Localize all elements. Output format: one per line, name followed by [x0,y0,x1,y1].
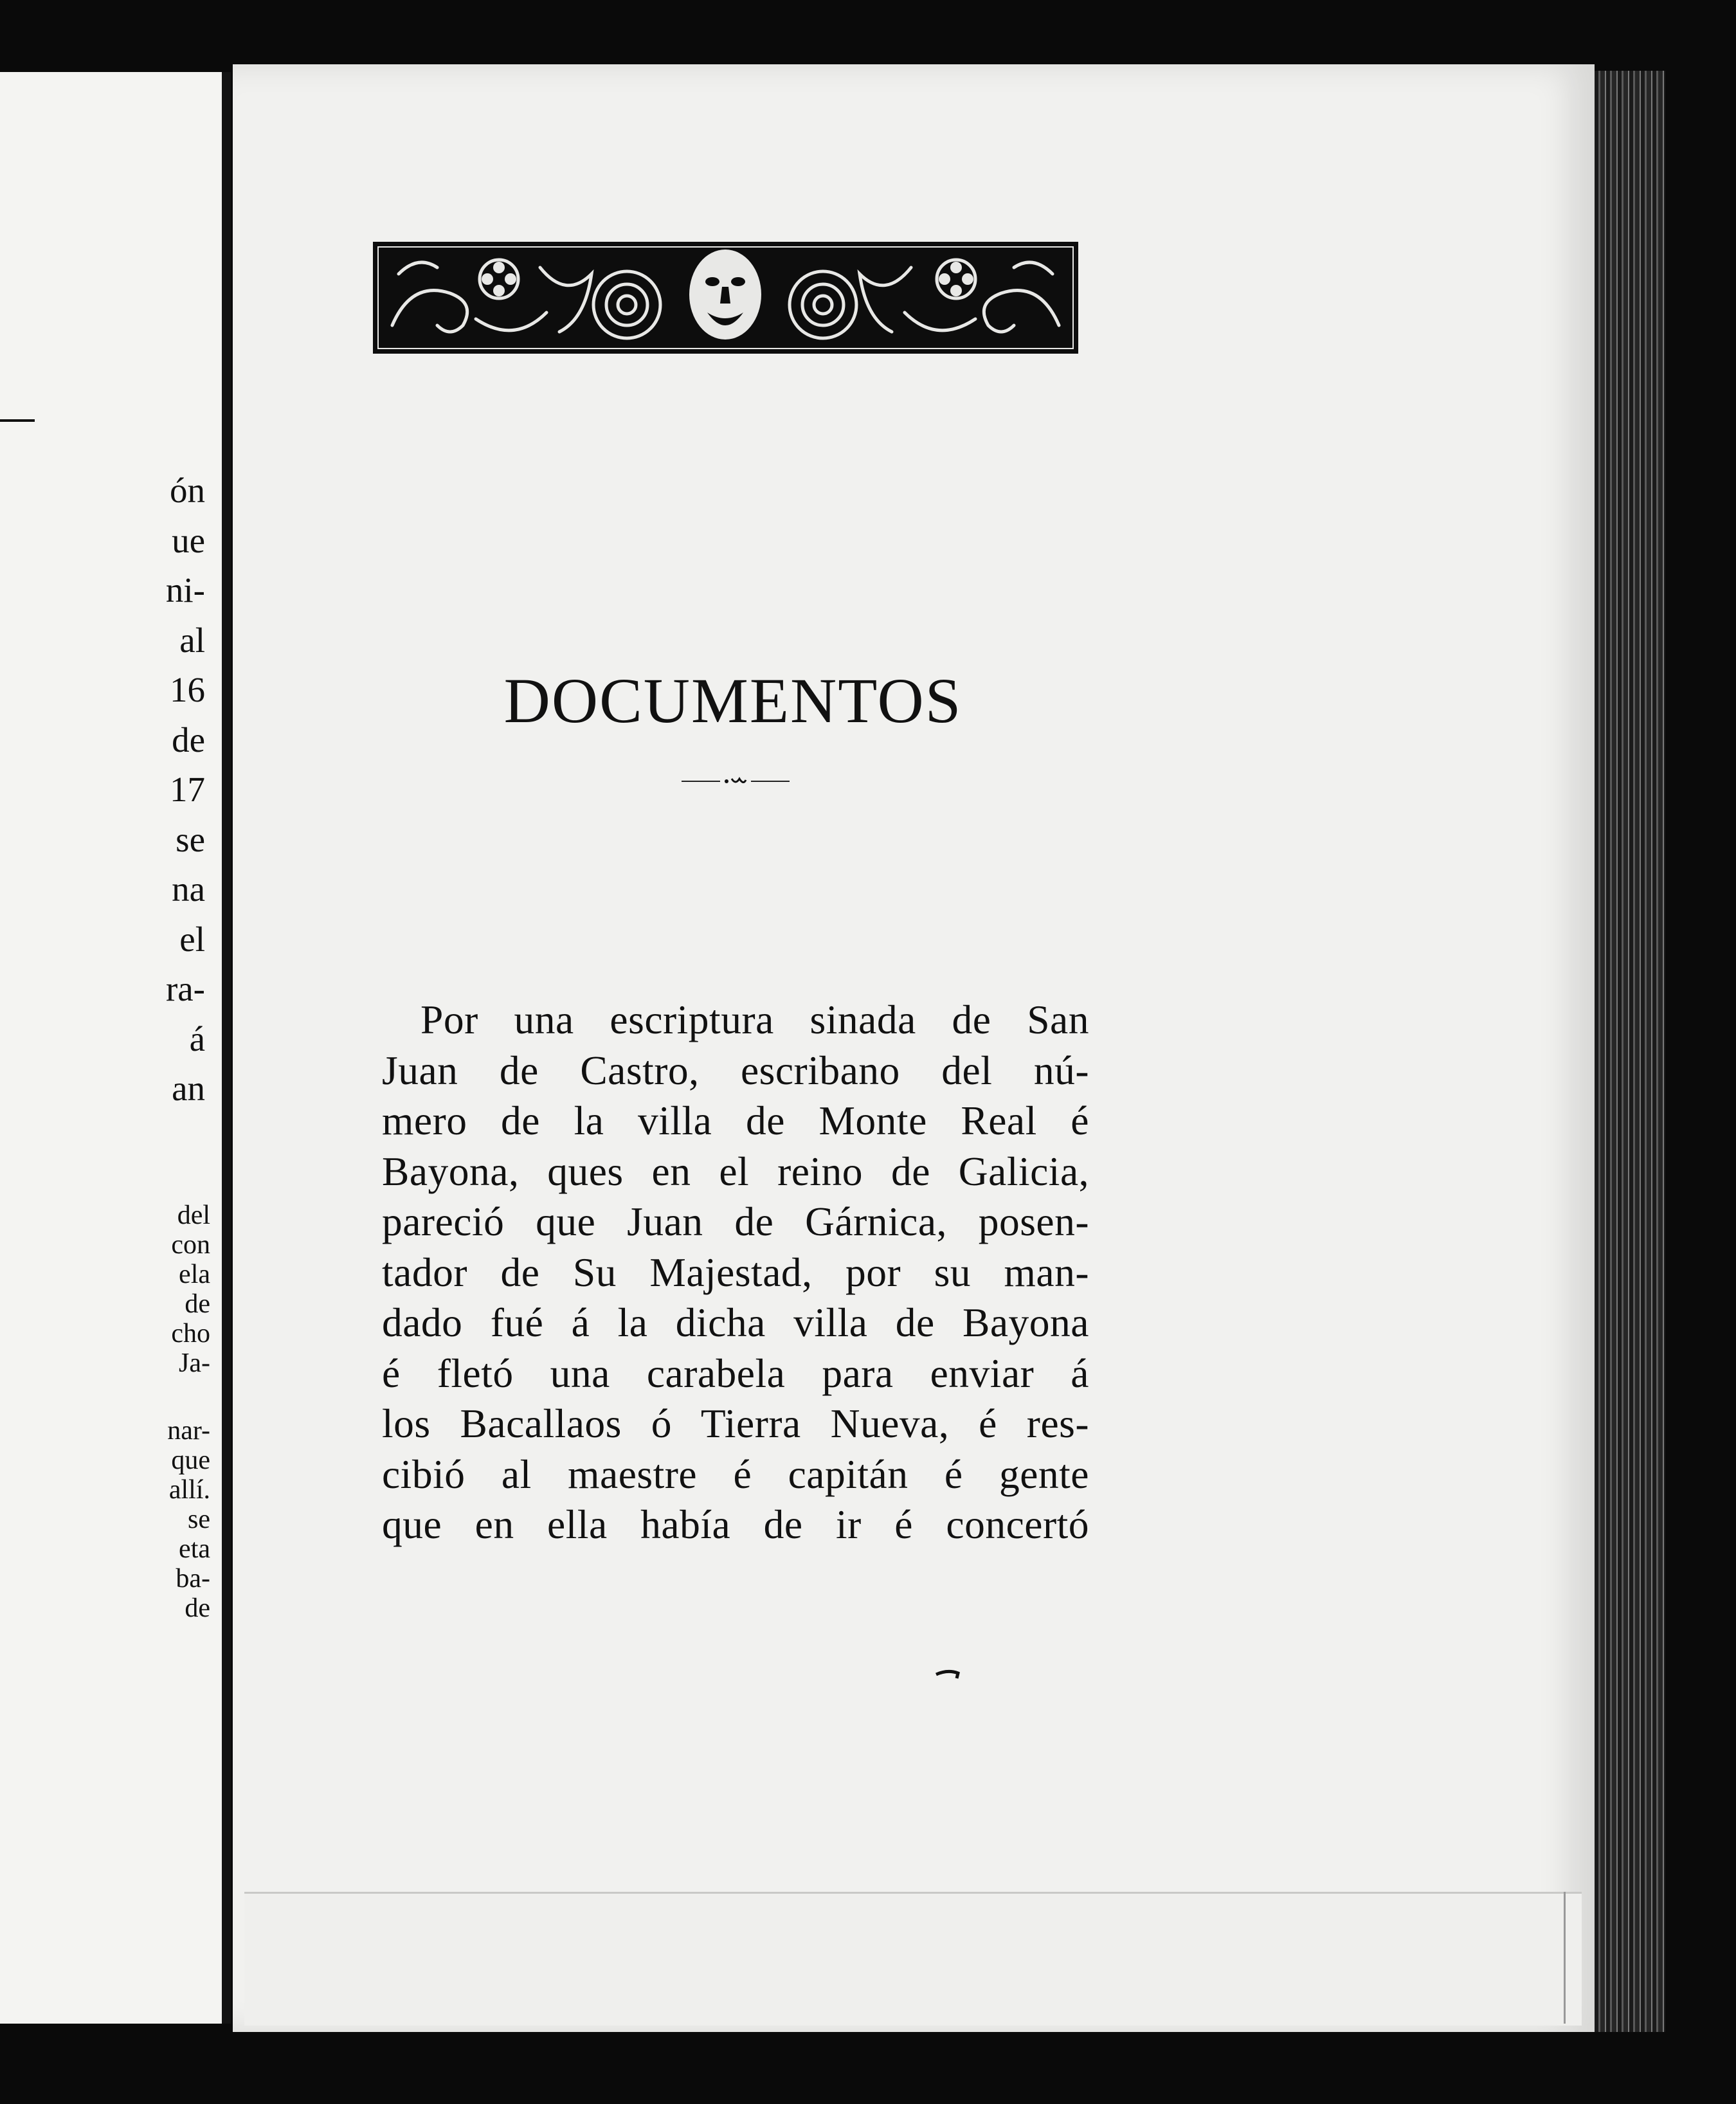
text-line: Juan de Castro, escribano del nú- [382,1047,1089,1093]
text-fragment: ba- [176,1564,210,1593]
page-title: DOCUMENTOS [503,665,963,736]
page-edge [1595,71,1665,2032]
text-fragment: ón [170,471,205,510]
text-fragment: de [185,1593,210,1623]
text-fragment: se [188,1505,210,1534]
text-line: cibió al maestre é capitán é gente [382,1451,1089,1497]
facing-page-footnote [171,1201,210,1378]
text-fragment: que [171,1446,210,1475]
text-line: pareció que Juan de Gárnica, posen- [382,1199,1089,1244]
text-fragment: ela [179,1260,210,1289]
text-fragment: Ja- [179,1348,210,1378]
text-fragment: del [177,1201,210,1230]
facing-page-footnote [167,1416,210,1623]
text-line: é fletó una carabela para enviar á [382,1350,1089,1396]
text-fragment: se [176,819,205,859]
rule-line [0,419,35,422]
text-fragment: allí. [168,1475,210,1505]
text-line: tador de Su Majestad, por su man- [382,1249,1089,1295]
text-fragment: cho [171,1319,210,1348]
text-line: dado fué á la dicha villa de Bayona [382,1300,1089,1345]
text-fragment: ni- [165,570,205,610]
text-fragment: al [179,620,205,660]
text-fragment: el [179,919,205,959]
text-fragment: de [172,720,205,759]
text-fragment: con [171,1230,210,1260]
facing-page-text [166,466,205,1114]
text-fragment: ue [172,520,205,560]
text-line: los Bacallaos ó Tierra Nueva, é res- [382,1401,1089,1446]
text-fragment: na [172,869,205,909]
text-fragment: á [189,1019,205,1058]
page-bottom-strip [244,1892,1582,2026]
text-line: Por una escriptura sinada de San [420,997,1089,1042]
text-line: que en ella había de ir é concertó [382,1501,1089,1547]
ink-smudge [935,1669,961,1680]
text-fragment: nar- [167,1416,210,1446]
text-fragment: eta [179,1534,210,1564]
text-fragment: 17 [170,770,205,809]
ornamental-headpiece [373,242,1078,354]
text-fragment: de [185,1289,210,1319]
body-paragraph [382,995,1089,1550]
text-fragment: an [172,1069,205,1108]
strip-divider [1564,1892,1566,2024]
text-line: Bayona, ques en el reino de Galicia, [382,1148,1089,1194]
text-fragment: ra- [165,969,205,1008]
facing-page [0,72,231,2024]
text-fragment: 16 [170,670,205,709]
title-flourish [682,775,790,788]
text-line: mero de la villa de Monte Real é [382,1098,1089,1143]
